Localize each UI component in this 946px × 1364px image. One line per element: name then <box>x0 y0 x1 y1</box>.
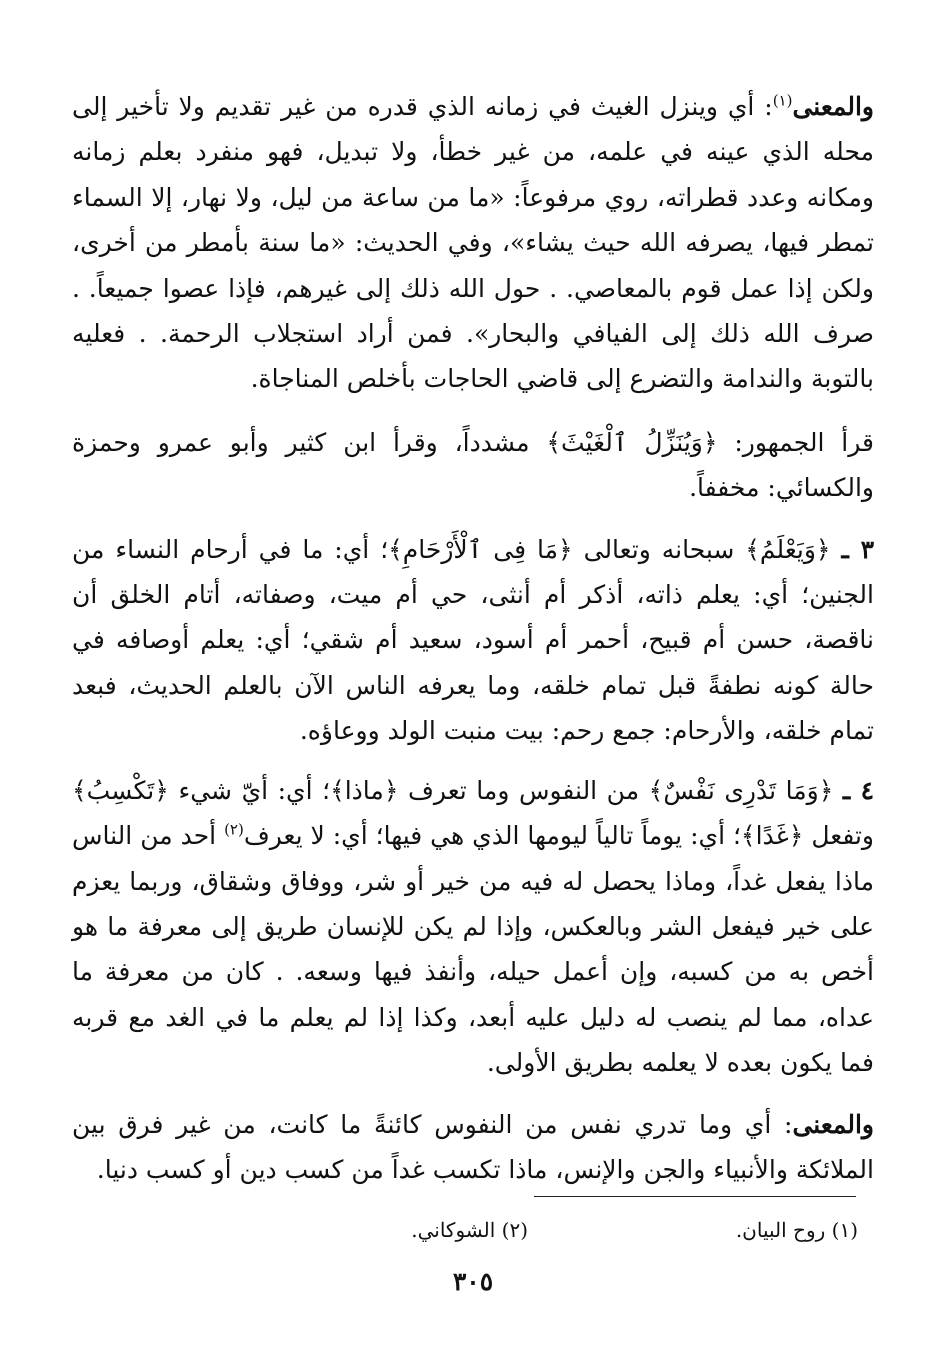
item-number-4: ٤ ـ <box>842 775 874 805</box>
paragraph-lead: والمعنى <box>792 1109 874 1139</box>
paragraph-text: قرأ الجمهور: ﴿وَيُنَزِّلُ ٱلْغَيْثَ﴾ مشدداً، وقرأ ابن كثير وأبو عمرو وحمزة والكسائي: مخففاً. <box>72 427 874 503</box>
footnotes <box>238 1210 858 1250</box>
page-number: ٣٠٥ <box>452 1267 494 1296</box>
footnote-1: (١) روح البيان. <box>735 1218 858 1242</box>
paragraph-meaning-rain <box>72 84 874 402</box>
paragraph-text: : أي وما تدري نفس من النفوس كائنةً ما كانت، من غير فرق بين الملائكة والأنبياء والجن والإنس، ماذا تكسب غداً من كسب دين أو كسب دنيا. <box>72 1109 874 1184</box>
paragraph-readings <box>72 420 874 511</box>
paragraph-text-continued: أحد من الناس ماذا يفعل غداً، وماذا يحصل له فيه من خير أو شر، ووفاق وشقاق، وربما يعزم على خير فيفعل الشر وبالعكس، وإذا لم يكن للإنسان طريق إلى معرفة ما هو أخص به من كسبه، وإن أعمل حيله، وأنفذ فيها وسعه. . كان من معرفة ما عداه، مما لم ينصب له دليل عليه أبعد، وكذا إذا لم يعلم ما في الغد مع قربه فما يكون بعده لا يعلمه بطريق الأولى. <box>72 821 874 1078</box>
footnote-ref-2: (٢) <box>224 820 244 839</box>
footnote-2: (٢) الشوكاني. <box>411 1218 528 1242</box>
paragraph-text: ﴿وَيَعْلَمُ﴾ سبحانه وتعالى ﴿مَا فِى ٱلْأَرْحَامِ﴾؛ أي: ما في أرحام النساء من الجنين؛ أي: يعلم ذاته، أذكر أم أنثى، حي أم ميت، وصفاته، أتام الخلق أن ناقصة، حسن أم قبيح، أحمر أم أسود، سعيد أم شقي؛ أي: يعلم أوصافه في حالة كونه نطفةً قبل تمام خلقه، وما يعرفه الناس الآن بالعلم الحديث، فبعد تمام خلقه، والأرحام: جمع رحم: بيت منبت الولد ووعاؤه. <box>72 534 874 746</box>
paragraph-lead: والمعنى <box>792 92 874 121</box>
page-body <box>72 84 874 1192</box>
paragraph-item-4 <box>72 768 874 1086</box>
paragraph-meaning-soul <box>72 1102 874 1193</box>
paragraph-text: ﴿وَمَا تَدْرِى نَفْسٌ﴾ من النفوس وما تعرف ﴿ماذا﴾؛ أي: أيّ شيء ﴿تَكْسِبُ﴾ وتفعل ﴿غَدًا﴾؛ أي: يوماً تالياً ليومها الذي هي فيها؛ أي: لا يعرف <box>72 775 874 851</box>
paragraph-text: : أي وينزل الغيث في زمانه الذي قدره من غير تقديم ولا تأخير إلى محله الذي عينه في علمه، من غير خطأ، ولا تبديل، فهو منفرد بعلم زمانه ومكانه وعدد قطراته، روي مرفوعاً: «ما من ساعة من ليل، ولا نهار، إلا السماء تمطر فيها، يصرفه الله حيث يشاء»، وفي الحديث: «ما سنة بأمطر من أخرى، ولكن إذا عمل قوم بالمعاصي. . حول الله ذلك إلى غيرهم، فإذا عصوا جميعاً. . صرف الله ذلك إلى الفيافي والبحار». فمن أراد استجلاب الرحمة. . فعليه بالتوبة والندامة والتضرع إلى قاضي الحاجات بأخلص المناجاة. <box>72 92 874 394</box>
paragraph-item-3 <box>72 527 874 754</box>
footnote-ref-1: (١) <box>772 91 793 110</box>
item-number-3: ٣ ـ <box>841 534 874 564</box>
footnote-divider <box>534 1196 856 1197</box>
